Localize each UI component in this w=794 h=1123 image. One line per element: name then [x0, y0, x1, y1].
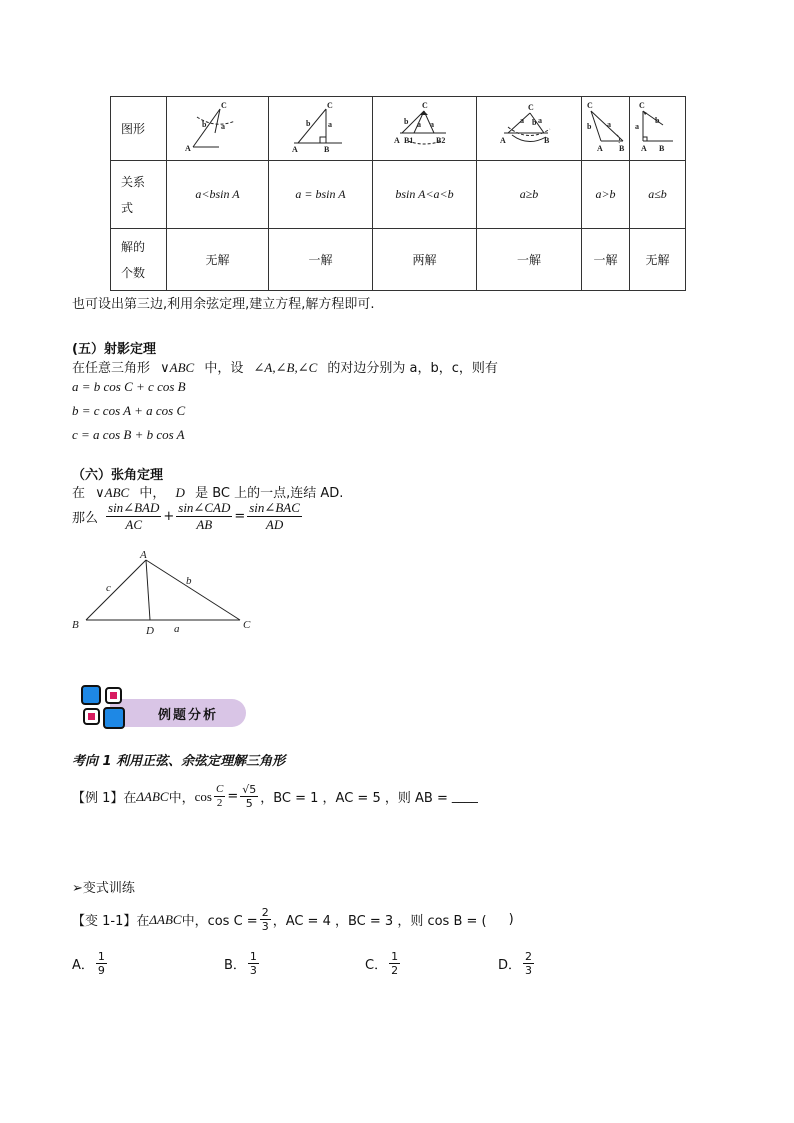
topic-heading: 考向 1 利用正弦、余弦定理解三角形 [72, 754, 286, 769]
row-header-count-l2: 个数 [121, 265, 146, 280]
option-a-den: 9 [97, 964, 105, 977]
example-1-rhs [240, 783, 258, 810]
fig4-label-a2: a [538, 116, 542, 125]
fig3-label-a-vertex: A [393, 136, 400, 145]
fig5-label-a-vertex: A [596, 144, 603, 153]
practice-label: ➢变式训练 [72, 881, 135, 896]
fig2-label-a: a [327, 120, 332, 129]
fig5-label-b: b [586, 122, 591, 131]
fig5-label-a: a [606, 120, 611, 129]
section5-intro-b: 中，设 [204, 361, 244, 376]
count-case-2: 一解 [269, 229, 373, 291]
section6-intro-b: 中， [139, 486, 166, 501]
fraction-2 [176, 500, 232, 533]
option-c-num: 1 [391, 950, 399, 963]
row-header-relation-l1: 关系 [121, 174, 146, 189]
section6-heading: （六）张角定理 [72, 468, 164, 483]
fig6-label-a-vertex: A [640, 144, 647, 153]
relation-case-4: a≥b [477, 161, 582, 229]
example-1-rhs-den: 5 [245, 797, 253, 810]
row-header-count-l1: 解的 [121, 239, 146, 254]
example-1-eq: = [227, 789, 239, 804]
fig2-label-a-vertex: A [291, 145, 298, 154]
relation-case-3: bsin A<a<b [373, 161, 477, 229]
fig6-label-c: C [638, 101, 645, 110]
section6-intro-a: 在 [72, 486, 86, 501]
figure-case-5 [582, 97, 630, 161]
example-1-p2: 中， [168, 791, 195, 806]
example-1-blank[interactable]: ____ [451, 789, 478, 804]
example-1-triangle: ΔABC [136, 788, 169, 804]
option-b-fraction [248, 950, 259, 977]
option-c[interactable] [365, 950, 402, 977]
figure-case-2 [269, 97, 373, 161]
example-1-p3: ，BC = 1 ，AC = 5 ，则 AB = [260, 791, 448, 806]
example-analysis-banner [80, 683, 250, 733]
relation-case-1: a<bsin A [167, 161, 269, 229]
fraction-1-num: sin∠BAD [108, 500, 160, 515]
row-header-count [111, 229, 167, 291]
figure-label-a: A [140, 549, 147, 561]
fraction-2-num: sin∠CAD [178, 500, 231, 515]
option-b[interactable] [224, 950, 261, 977]
option-b-den: 3 [249, 964, 257, 977]
fraction-3-den: AD [265, 517, 284, 532]
fig6-label-b: b [654, 116, 659, 125]
section6-triangle: ∨ABC [95, 485, 130, 500]
fig1-label-b: b [201, 120, 206, 129]
example-1-half-den: 2 [216, 797, 223, 809]
option-d[interactable] [498, 950, 536, 977]
option-b-letter: B． [224, 958, 246, 973]
example-1-half-num: C [215, 783, 224, 795]
relation-case-2: a = bsin A [269, 161, 373, 229]
row-header-relation [111, 161, 167, 229]
note-text: 也可设出第三边,利用余弦定理,建立方程,解方程即可. [72, 297, 375, 312]
count-case-4: 一解 [477, 229, 582, 291]
fig2-label-b: b [305, 119, 310, 128]
section5-intro-c: 的对边分别为 a，b，c，则有 [327, 361, 498, 376]
section5-angles: ∠A,∠B,∠C [253, 360, 318, 375]
fig3-label-a1: a [416, 120, 421, 129]
fig1-label-c: C [220, 101, 227, 110]
variant-p2: 中，cos C = [181, 914, 258, 929]
angle-theorem-figure [68, 546, 268, 636]
variant-tag: 【变 1-1】 [72, 914, 137, 929]
fig3-label-c: C [421, 101, 428, 110]
projection-formula-c: c = a cos B + b cos A [72, 427, 185, 442]
figure-label-side-a: a [174, 623, 180, 635]
fig2-label-b-vertex: B [323, 145, 329, 154]
option-d-letter: D． [498, 958, 522, 973]
section5-intro-a: 在任意三角形 [72, 361, 151, 376]
variant-p4: ) [508, 912, 514, 927]
option-a-num: 1 [97, 950, 105, 963]
fig2-label-c: C [326, 101, 333, 110]
triangle-cases-table [110, 96, 686, 291]
count-case-5: 一解 [582, 229, 630, 291]
equals-sign: = [234, 509, 246, 524]
figure-label-d: D [146, 625, 154, 636]
fig4-label-b: b [532, 118, 537, 127]
variant-p1: 在 [136, 914, 150, 929]
fraction-3-num: sin∠BAC [249, 500, 300, 515]
variant-p3: ，AC = 4 ，BC = 3 ，则 cos B = ( [272, 914, 487, 929]
fig4-label-c: C [528, 103, 534, 112]
fraction-1-den: AC [125, 517, 142, 532]
figure-case-4 [477, 97, 582, 161]
projection-formula-a: a = b cos C + c cos B [72, 379, 186, 394]
example-1-cos: cos [194, 788, 212, 804]
banner-label: 例题分析 [158, 708, 219, 723]
relation-case-6: a≤b [630, 161, 686, 229]
figure-label-c: C [243, 619, 251, 631]
angle-theorem-formula [72, 500, 304, 533]
count-case-6: 无解 [630, 229, 686, 291]
fig4-label-a-vertex: A [500, 136, 506, 145]
fraction-1 [106, 500, 161, 533]
option-d-fraction [523, 950, 534, 977]
figure-label-side-c: c [106, 582, 111, 594]
variant-triangle: ΔABC [149, 911, 182, 927]
plus-sign: + [163, 509, 175, 524]
fig4-label-b-vertex: B [544, 136, 550, 145]
figure-label-side-b: b [186, 575, 192, 587]
puzzle-squares-icon [80, 683, 130, 733]
example-1-p1: 在 [123, 791, 137, 806]
fig3-label-b1: B1 [403, 136, 413, 145]
fig3-label-a2: a [429, 120, 434, 129]
fig3-label-b2: B2 [435, 136, 445, 145]
relation-case-5: a>b [582, 161, 630, 229]
fraction-3 [247, 500, 302, 533]
row-header-relation-l2: 式 [121, 200, 134, 215]
fraction-2-den: AB [196, 517, 213, 532]
example-1-half-angle [214, 783, 225, 810]
section6-intro-c: 是 BC 上的一点,连结 AD. [195, 486, 344, 501]
figure-case-6 [630, 97, 686, 161]
figure-case-1 [167, 97, 269, 161]
fig5-label-c: C [586, 101, 593, 110]
example-1-rhs-num: √5 [242, 783, 257, 796]
option-c-den: 2 [391, 964, 399, 977]
variant-fraction [260, 906, 271, 933]
formula-then: 那么 [72, 511, 99, 526]
figure-label-b: B [72, 619, 79, 631]
variant-fraction-num: 2 [261, 906, 269, 919]
option-c-letter: C． [365, 958, 388, 973]
option-c-fraction [389, 950, 400, 977]
variant-1-1 [72, 906, 514, 933]
section5-triangle: ∨ABC [160, 360, 195, 375]
variant-fraction-den: 3 [261, 920, 269, 933]
fig6-label-a: a [634, 122, 639, 131]
projection-formula-b: b = c cos A + a cos C [72, 403, 186, 418]
count-case-1: 无解 [167, 229, 269, 291]
section6-point-d: D [175, 485, 185, 500]
fig1-label-a: a [220, 122, 225, 131]
option-b-num: 1 [249, 950, 257, 963]
fig5-label-b-vertex: B [618, 144, 624, 153]
row-header-figure: 图形 [111, 97, 167, 161]
section6-intro [72, 482, 343, 501]
example-1 [72, 783, 478, 810]
figure-case-3 [373, 97, 477, 161]
fig1-label-a-vertex: A [184, 144, 191, 153]
option-a-fraction [96, 950, 107, 977]
section5-intro [72, 357, 498, 376]
option-d-den: 3 [525, 964, 533, 977]
count-case-3: 两解 [373, 229, 477, 291]
section5-heading: (五）射影定理 [72, 342, 156, 357]
fig6-label-b-vertex: B [658, 144, 664, 153]
fig3-label-b: b [403, 117, 408, 126]
option-a-letter: A． [72, 958, 94, 973]
option-d-num: 2 [525, 950, 533, 963]
example-1-tag: 【例 1】 [72, 791, 124, 806]
fig4-label-a1: a [520, 116, 524, 125]
option-a[interactable] [72, 950, 109, 977]
